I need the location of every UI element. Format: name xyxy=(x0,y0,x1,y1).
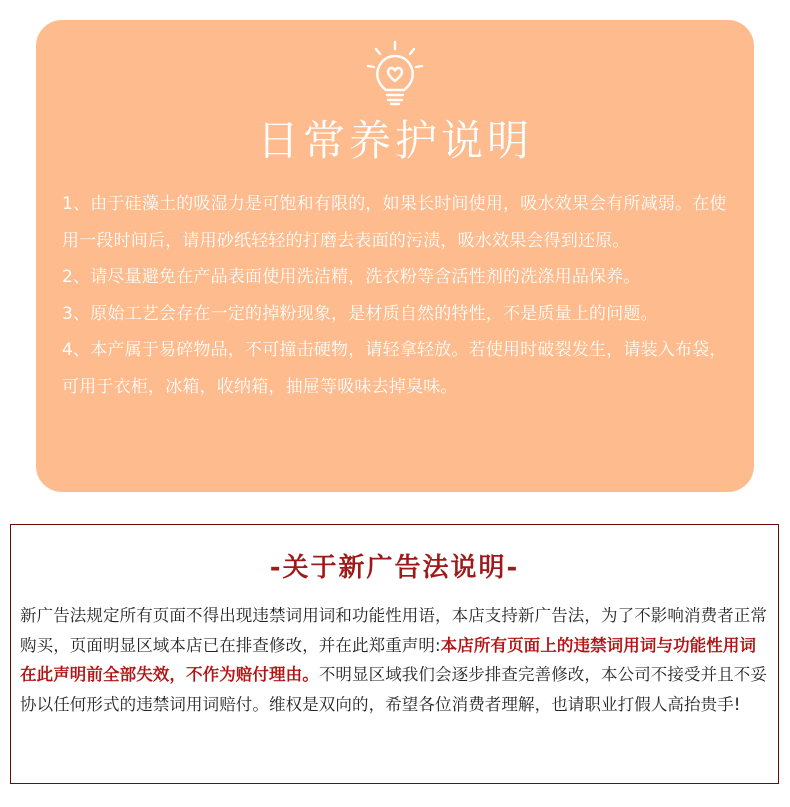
notice-text-closing: 不明显区域我们会逐步排查完善修改，本公司不接受并且不妥协以任何形式的违禁词用词赔付。维权是双向的，希望各位消费者理解，也请职业打假人高抬贵手! xyxy=(20,665,768,714)
lightbulb-heart-icon xyxy=(365,40,425,110)
notice-title: -关于新广告法说明- xyxy=(269,553,520,583)
care-item-4: 4、本产属于易碎物品，不可撞击硬物，请轻拿轻放。若使用时破裂发生，请装入布袋，可用于衣柜，冰箱，收纳箱，抽屉等吸味去掉臭味。 xyxy=(62,340,727,397)
care-item-2: 2、请尽量避免在产品表面使用洗洁精，洗衣粉等含活性剂的洗涤用品保养。 xyxy=(62,267,641,287)
care-instructions-list xyxy=(62,186,732,405)
care-title: 日常养护说明 xyxy=(256,116,533,165)
notice-text-intro: 新广告法规定所有页面不得出现违禁词用词和功能性用语，本店支持新广告法，为了不影响消费者正常购买，页面明显区域本店已在排查修改，并在此郑重声明: xyxy=(20,606,767,655)
care-item-3: 3、原始工艺会存在一定的掉粉现象，是材质自然的特性，不是质量上的问题。 xyxy=(62,303,658,324)
care-instructions-card xyxy=(36,20,754,492)
ad-law-notice-box xyxy=(10,524,779,784)
care-item-1: 1、由于硅藻土的吸湿力是可饱和有限的，如果长时间使用，吸水效果会有所减弱。在使用一段时间后，请用砂纸轻轻的打磨去表面的污渍，吸水效果会得到还原。 xyxy=(62,194,727,251)
notice-body xyxy=(20,601,770,719)
notice-text-emphasis: 本店所有页面上的违禁词用词与功能性用词在此声明前全部失效，不作为赔付理由。 xyxy=(20,635,757,684)
